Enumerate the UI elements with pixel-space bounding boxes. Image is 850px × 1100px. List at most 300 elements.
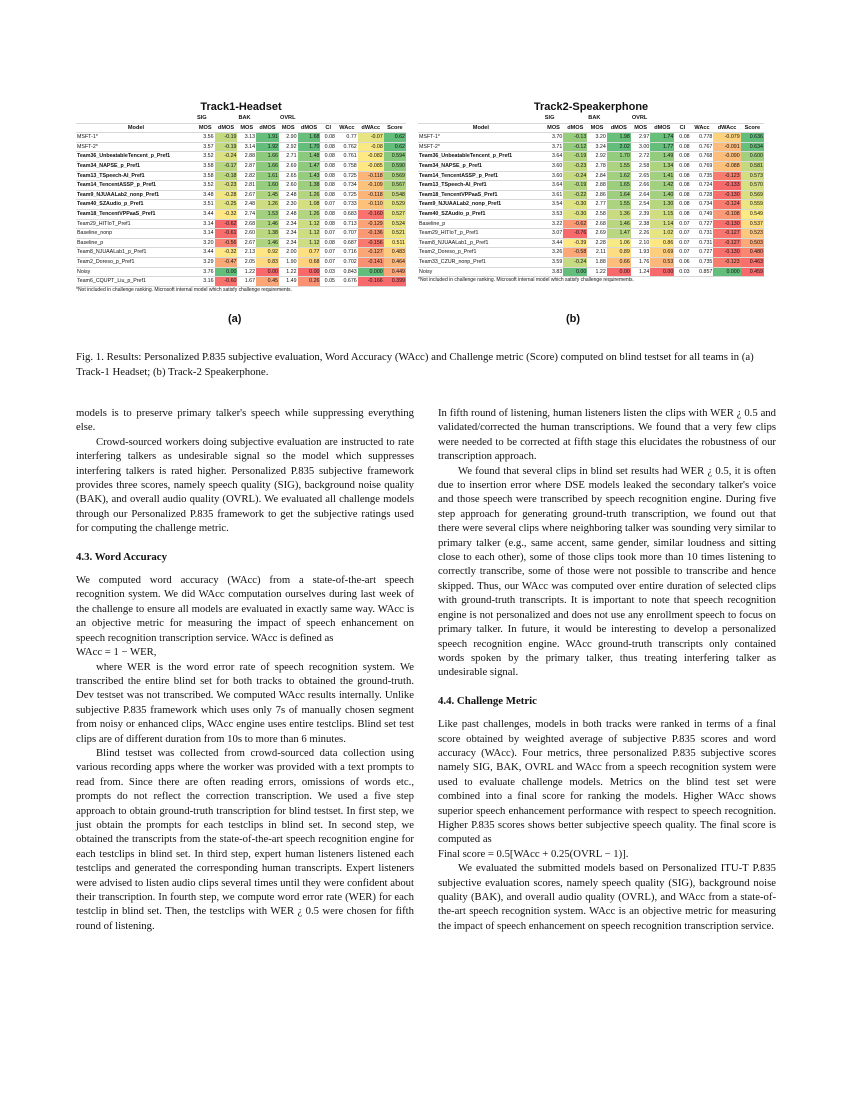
table-cell: 3.52 (196, 181, 215, 191)
table-cell: 3.22 (544, 219, 564, 229)
model-name: Team40_SZAudio_p_Pref1 (418, 209, 544, 219)
table-cell: -0.160 (358, 209, 384, 219)
table-cell: -0.123 (713, 171, 740, 181)
table-cell: -0.17 (215, 161, 238, 171)
table-cell: 0.08 (320, 190, 336, 200)
table-row (76, 200, 406, 210)
table-cell: 2.92 (279, 142, 298, 152)
model-name: Team40_SZAudio_p_Pref1 (76, 200, 196, 210)
paragraph: Like past challenges, models in both tracks were ranked in terms of a final score obtained by weighted average of subjective P.835 scores and word accuracy (WAcc). Four metrics, three personalized P.835 subjective scores namely SIG, BAK, OVRL and WAcc from a speech recognition system were used to evaluate challenge models. Metrics on the blind test set were combined into a final score for ranking the models. Higher WAcc shows superior speech enhancement performance with respect to speech recognition. Higher P.835 scores shows better subjective speech quality. The final score is computed as (438, 718, 776, 846)
table-cell: 0.731 (691, 229, 714, 239)
table-cell: -0.28 (215, 190, 238, 200)
table-cell: 0.00 (607, 267, 631, 277)
figure-caption: Fig. 1. Results: Personalized P.835 subjective evaluation, Word Accuracy (WAcc) and Challenge metric (Score) computed on blind testset for all teams in (a) Track-1 Headset; (b) Track-2 Speakerphone. (76, 351, 754, 378)
section-heading-challenge-metric: 4.4. Challenge Metric (438, 694, 537, 707)
table-row (76, 152, 406, 162)
model-name: Team2_Doreso_p_Pref1 (76, 257, 196, 267)
table-cell: 2.69 (279, 161, 298, 171)
table-cell: 2.65 (631, 171, 651, 181)
table-row (76, 277, 406, 287)
table-row (418, 161, 764, 171)
table-cell: 1.26 (298, 209, 321, 219)
table-row (418, 200, 764, 210)
table-cell: 1.60 (256, 181, 279, 191)
paragraph: We computed word accuracy (WAcc) from a state-of-the-art speech recognition system. We did WAcc computation ourselves during last week of the challenge to ensure all models are evaluated in exactly same way. WAcc is an objective metric for measuring the impact of speech enhancement on speech recognition transcription service. WAcc is defined as (76, 574, 414, 644)
table-cell: 2.48 (279, 209, 298, 219)
table-cell: 2.38 (631, 219, 651, 229)
table-row (418, 229, 764, 239)
table-cell: 3.14 (196, 219, 215, 229)
model-name: Team36_UnbeatableTencent_p_Pref1 (76, 152, 196, 162)
table-cell: 1.91 (256, 133, 279, 143)
table-cell: 1.47 (298, 161, 321, 171)
table-cell: 0.636 (741, 133, 764, 143)
table-cell: 2.13 (237, 248, 256, 258)
table-cell: 2.34 (279, 219, 298, 229)
table-cell: 0.08 (674, 152, 690, 162)
group-sig: SIG (544, 114, 588, 123)
paragraph: In fifth round of listening, human listeners listen the clips with WER ¿ 0.5 and validated/corrected the human transcriptions. We found that a very few clips were needed to be corrected at fifth stage this elucidates the robustness of our transcription approach. (438, 407, 776, 463)
column-header: dMOS (298, 123, 321, 133)
column-header: MOS (237, 123, 256, 133)
table-cell: 3.61 (544, 190, 564, 200)
table-cell: 2.71 (279, 152, 298, 162)
table-cell: 1.02 (650, 229, 674, 239)
table-cell: -0.12 (563, 142, 587, 152)
table-cell: -0.76 (563, 229, 587, 239)
table-row (76, 209, 406, 219)
model-name: Team9_NJUAALab2_nonp_Pref1 (418, 200, 544, 210)
table-row (76, 171, 406, 181)
table-cell: 1.70 (298, 142, 321, 152)
table-cell: 2.88 (587, 181, 607, 191)
table-cell: 0.07 (674, 229, 690, 239)
table-cell: 2.11 (587, 248, 607, 258)
table-cell: 1.66 (256, 152, 279, 162)
table-cell: 1.24 (631, 267, 651, 277)
table-cell: 2.67 (237, 238, 256, 248)
table-cell: 2.81 (237, 181, 256, 191)
table-cell: 2.77 (587, 200, 607, 210)
table-cell: 0.769 (691, 161, 714, 171)
model-name: Team18_TencentVPPaaS_Pref1 (418, 190, 544, 200)
table-cell: 3.16 (196, 277, 215, 287)
column-header: Score (741, 123, 764, 133)
model-name: Team8_NJUAALab1_p_Pref1 (418, 238, 544, 248)
table-cell: 0.08 (320, 152, 336, 162)
table-row (76, 238, 406, 248)
table-row (76, 229, 406, 239)
table-cell: 1.61 (256, 171, 279, 181)
column-header: CI (320, 123, 336, 133)
column-header: dWAcc (358, 123, 384, 133)
table-cell: -0.109 (358, 181, 384, 191)
model-name: Team13_TSpeech-AI_Pref1 (76, 171, 196, 181)
table-cell: 0.08 (320, 133, 336, 143)
table-cell: 0.728 (691, 190, 714, 200)
table-row (418, 181, 764, 191)
group-ovrl: OVRL (279, 114, 406, 123)
table-cell: 1.06 (607, 238, 631, 248)
table-cell: -0.123 (713, 257, 740, 267)
track2-note: *Not included in challenge ranking. Microsoft internal model which satisfy challenge requirements. (418, 277, 634, 284)
table-cell: 1.42 (650, 181, 674, 191)
table-cell: 0.05 (320, 277, 336, 287)
table-row (76, 161, 406, 171)
column-header: MOS (631, 123, 651, 133)
table-cell: 3.58 (196, 161, 215, 171)
table-cell: 0.725 (336, 190, 358, 200)
table-cell: 3.44 (196, 209, 215, 219)
table-cell: 0.733 (336, 200, 358, 210)
table-cell: 2.82 (237, 171, 256, 181)
table-cell: 0.559 (741, 200, 764, 210)
table-cell: 0.529 (384, 200, 406, 210)
model-name: Team29_HITIoT_Pref1 (76, 219, 196, 229)
table-cell: -0.108 (713, 209, 740, 219)
table-cell: 0.08 (320, 161, 336, 171)
track1-results-table (76, 114, 406, 287)
track2-title: Track2-Speakerphone (533, 101, 649, 113)
table-cell: 0.581 (741, 161, 764, 171)
table-cell: -0.19 (215, 142, 238, 152)
table-cell: 0.08 (320, 219, 336, 229)
table-cell: -0.62 (215, 219, 238, 229)
model-name: Team34_NAPSE_p_Pref1 (76, 161, 196, 171)
table-cell: 2.68 (587, 219, 607, 229)
table-cell: 0.735 (691, 171, 714, 181)
table-cell: 1.49 (650, 152, 674, 162)
table-cell: 0.523 (741, 229, 764, 239)
model-name: Baseline_p (418, 219, 544, 229)
table-cell: 3.44 (544, 238, 564, 248)
table-cell: 2.84 (587, 171, 607, 181)
model-name: Team14_TencentASSP_p_Pref1 (418, 171, 544, 181)
table-cell: -0.32 (215, 248, 238, 258)
table-cell: 1.53 (256, 209, 279, 219)
table-row (418, 171, 764, 181)
model-name: Team2_Doreso_p_Pref1 (418, 248, 544, 258)
table-cell: 0.08 (320, 181, 336, 191)
model-name: Noisy (76, 267, 196, 277)
table-cell: -0.085 (358, 161, 384, 171)
table-cell: 2.05 (237, 257, 256, 267)
table-cell: 2.02 (607, 142, 631, 152)
table-cell: 0.53 (650, 257, 674, 267)
table-cell: -0.124 (713, 200, 740, 210)
right-column (438, 406, 776, 933)
model-name: Baseline_p (76, 238, 196, 248)
table-cell: 0.725 (336, 171, 358, 181)
table-cell: 2.72 (631, 152, 651, 162)
table-cell: 0.000 (358, 267, 384, 277)
track2-results-table (418, 114, 764, 277)
table-cell: 0.676 (336, 277, 358, 287)
table-cell: 1.46 (607, 219, 631, 229)
table-cell: 3.54 (544, 200, 564, 210)
table-cell: 0.600 (741, 152, 764, 162)
table-cell: -0.61 (215, 229, 238, 239)
table-cell: 3.52 (196, 152, 215, 162)
table-cell: 1.12 (298, 219, 321, 229)
model-name: Team33_CZUR_nonp_Pref1 (418, 257, 544, 267)
table-cell: 1.77 (650, 142, 674, 152)
table-row (76, 181, 406, 191)
table-cell: -0.136 (358, 229, 384, 239)
table-cell: 2.97 (631, 133, 651, 143)
table-cell: -0.079 (713, 133, 740, 143)
table-row (76, 133, 406, 143)
table-cell: -0.127 (713, 238, 740, 248)
table-cell: 1.70 (607, 152, 631, 162)
table-cell: 0.707 (336, 229, 358, 239)
table-cell: 2.10 (631, 238, 651, 248)
table-cell: -0.130 (713, 248, 740, 258)
table-cell: 0.07 (320, 248, 336, 258)
table-cell: 0.00 (298, 267, 321, 277)
table-cell: 3.20 (587, 133, 607, 143)
equation-final-score: Final score = 0.5[WAcc + 0.25(OVRL − 1)]. (438, 847, 629, 860)
table-cell: 1.48 (298, 152, 321, 162)
table-cell: 2.28 (587, 238, 607, 248)
table-cell: 2.00 (279, 248, 298, 258)
table-cell: 3.14 (237, 142, 256, 152)
column-header: MOS (544, 123, 564, 133)
column-header: MOS (587, 123, 607, 133)
table-row (418, 238, 764, 248)
column-header: WAcc (691, 123, 714, 133)
table-cell: 3.76 (196, 267, 215, 277)
model-name: MSFT-2* (76, 142, 196, 152)
table-cell: -0.60 (215, 277, 238, 287)
model-name: Baseline_nonp (76, 229, 196, 239)
table-cell: -0.22 (563, 190, 587, 200)
table-cell: 0.727 (691, 248, 714, 258)
table-cell: 0.749 (691, 209, 714, 219)
table-cell: 0.716 (336, 248, 358, 258)
table-cell: -0.24 (563, 257, 587, 267)
table-cell: 0.548 (384, 190, 406, 200)
table-cell: 0.463 (741, 257, 764, 267)
table-cell: 0.735 (691, 257, 714, 267)
table-cell: -0.088 (713, 161, 740, 171)
track2-table-figure (418, 100, 764, 284)
table-cell: 3.51 (196, 200, 215, 210)
model-name: MSFT-1* (76, 133, 196, 143)
table-cell: 1.49 (279, 277, 298, 287)
group-ovrl: OVRL (631, 114, 764, 123)
table-cell: 1.55 (607, 200, 631, 210)
column-header: CI (674, 123, 690, 133)
table-cell: 1.68 (298, 133, 321, 143)
table-cell: 3.13 (237, 133, 256, 143)
table-cell: 1.46 (256, 238, 279, 248)
table-cell: 0.06 (674, 257, 690, 267)
table-cell: 0.07 (674, 248, 690, 258)
table-cell: 0.08 (674, 133, 690, 143)
equation-wacc: WAcc = 1 − WER, (76, 646, 157, 659)
table-cell: 3.56 (196, 133, 215, 143)
table-cell: 3.60 (544, 171, 564, 181)
table-cell: -0.39 (563, 238, 587, 248)
table-cell: 0.08 (320, 171, 336, 181)
track1-table-figure (76, 100, 406, 294)
table-cell: 3.14 (196, 229, 215, 239)
table-cell: -0.23 (563, 161, 587, 171)
table-cell: 0.634 (741, 142, 764, 152)
table-cell: 0.778 (691, 133, 714, 143)
table-cell: 2.64 (631, 190, 651, 200)
table-cell: 2.54 (631, 200, 651, 210)
model-name: MSFT-1* (418, 133, 544, 143)
table-cell: 2.92 (587, 152, 607, 162)
left-column (76, 406, 414, 933)
table-cell: 0.527 (384, 209, 406, 219)
table-cell: 0.758 (336, 161, 358, 171)
table-cell: 0.08 (674, 209, 690, 219)
table-cell: 3.57 (196, 142, 215, 152)
table-cell: -0.13 (563, 133, 587, 143)
table-row (418, 152, 764, 162)
table-cell: 1.47 (607, 229, 631, 239)
table-cell: 1.55 (607, 161, 631, 171)
table-cell: 0.92 (256, 248, 279, 258)
table-row (418, 267, 764, 277)
table-cell: -0.56 (215, 238, 238, 248)
table-cell: 0.08 (320, 238, 336, 248)
table-cell: 2.58 (631, 161, 651, 171)
table-cell: 1.26 (298, 190, 321, 200)
table-cell: 1.30 (650, 200, 674, 210)
model-name: Team18_TencentVPPaaS_Pref1 (76, 209, 196, 219)
table-cell: 0.07 (320, 257, 336, 267)
table-cell: 3.48 (196, 190, 215, 200)
table-cell: 3.29 (196, 257, 215, 267)
model-name: Team34_NAPSE_p_Pref1 (418, 161, 544, 171)
table-row (76, 257, 406, 267)
track1-note: *Not included in challenge ranking. Microsoft internal model which satisfy challenge requirements. (76, 286, 292, 293)
table-cell: 1.41 (650, 171, 674, 181)
table-cell: -0.130 (713, 219, 740, 229)
model-name: Team9_NJUAALab2_nonp_Pref1 (76, 190, 196, 200)
table-cell: 0.08 (674, 200, 690, 210)
table-cell: 1.88 (587, 257, 607, 267)
column-header: dMOS (215, 123, 238, 133)
table-row (418, 133, 764, 143)
table-cell: 1.40 (650, 190, 674, 200)
table-cell: 3.44 (196, 248, 215, 258)
table-row (418, 209, 764, 219)
paragraph: We found that several clips in blind set results had WER ¿ 0.5, it is often due to insertion error where DSE models leaked the secondary talker's voice and those speech were transcribed by speech recognition engine. During five step approach for generating ground-truth transcription, we found out that there were several clips where neighboring talker was sounding very similar to primary talker (e.g., same accent, same gender, similar loudness and sitting close to each other), some of those clips took more than 10 times listening to correctly transcribe, some of those were not possible to transcribe and hence skipped. Thus, our WAcc was computed over entire duration of selected clips with ground-truth transcripts. It is important to note that speech recognition engine is not personalized and does not use any enrollment speech to focus on primary talker. In future, it would be interesting to develop a personalized speech recognition engine. WAcc ground-truth transcripts only contained words spoken by the primary talker, thus treating interfering talker as undesirable signal. (438, 464, 776, 679)
table-cell: 1.46 (256, 219, 279, 229)
column-header: MOS (196, 123, 215, 133)
table-cell: 0.000 (713, 267, 740, 277)
table-cell: 0.503 (741, 238, 764, 248)
model-header: Model (76, 123, 196, 133)
table-cell: 3.71 (544, 142, 564, 152)
table-cell: -0.32 (215, 209, 238, 219)
table-cell: 1.45 (256, 190, 279, 200)
table-row (418, 219, 764, 229)
table-cell: -0.091 (713, 142, 740, 152)
table-cell: 1.15 (650, 209, 674, 219)
table-cell: 0.03 (674, 267, 690, 277)
table-cell: 2.60 (279, 181, 298, 191)
table-row (76, 248, 406, 258)
table-cell: -0.130 (713, 190, 740, 200)
table-cell: 2.78 (587, 161, 607, 171)
model-name: Team36_UnbeatableTencent_p_Pref1 (418, 152, 544, 162)
table-cell: 0.483 (384, 248, 406, 258)
table-cell: -0.07 (358, 133, 384, 143)
table-cell: 0.07 (674, 238, 690, 248)
table-cell: 1.12 (298, 238, 321, 248)
model-name: Team29_HITIoT_p_Pref1 (418, 229, 544, 239)
table-cell: 1.90 (279, 257, 298, 267)
table-cell: 0.569 (384, 171, 406, 181)
table-cell: 0.724 (691, 181, 714, 191)
table-cell: -0.08 (358, 142, 384, 152)
table-cell: 0.69 (650, 248, 674, 258)
paragraph: where WER is the word error rate of speech recognition system. We transcribed the entire blind set for both tracks to obtained the ground-truth. Dev testset was not transcribed. We computed WAcc results internally. Unlike subjective P.835 framework which uses only 7s of manually chosen segment from noisy or enhanced clips, WAcc engine uses entire testclips. Blind set test clips are of different duration from 10s to more than 6 minutes. (76, 660, 414, 745)
table-cell: 2.39 (631, 209, 651, 219)
table-cell: -0.129 (358, 219, 384, 229)
table-row (76, 267, 406, 277)
table-cell: 3.26 (544, 248, 564, 258)
table-cell: -0.090 (713, 152, 740, 162)
table-cell: 0.62 (384, 133, 406, 143)
table-cell: 0.08 (320, 209, 336, 219)
model-name: Team8_NJUAALab1_p_Pref1 (76, 248, 196, 258)
table-cell: 1.64 (607, 190, 631, 200)
table-row (418, 248, 764, 258)
model-name: MSFT-2* (418, 142, 544, 152)
table-cell: 3.60 (544, 161, 564, 171)
table-cell: 0.549 (741, 209, 764, 219)
table-cell: -0.19 (215, 133, 238, 143)
table-cell: 0.594 (384, 152, 406, 162)
group-bak: BAK (237, 114, 279, 123)
table-cell: 2.67 (237, 190, 256, 200)
table-cell: 0.08 (674, 142, 690, 152)
table-cell: 0.68 (298, 257, 321, 267)
column-header: Score (384, 123, 406, 133)
table-cell: 2.60 (237, 229, 256, 239)
table-cell: -0.62 (563, 219, 587, 229)
table-cell: 0.590 (384, 161, 406, 171)
table-cell: -0.133 (713, 181, 740, 191)
table-cell: 1.93 (631, 248, 651, 258)
table-cell: 2.74 (237, 209, 256, 219)
subfigure-label-b: (b) (566, 313, 581, 325)
table-cell: 1.98 (607, 133, 631, 143)
table-cell: -0.118 (358, 190, 384, 200)
table-cell: 0.399 (384, 277, 406, 287)
table-cell: 0.734 (691, 200, 714, 210)
table-cell: 2.34 (279, 229, 298, 239)
table-cell: 3.70 (544, 133, 564, 143)
table-cell: 0.08 (674, 181, 690, 191)
table-cell: 2.26 (631, 229, 651, 239)
table-cell: 0.00 (563, 267, 587, 277)
table-cell: 0.77 (336, 133, 358, 143)
column-header: dMOS (563, 123, 587, 133)
table-cell: -0.18 (215, 171, 238, 181)
table-cell: 2.69 (587, 229, 607, 239)
table-cell: 1.36 (607, 209, 631, 219)
table-cell: 1.22 (587, 267, 607, 277)
paragraph: Crowd-sourced workers doing subjective evaluation are instructed to rate interfering talkers as undesirable signal so the model which suppresses interfering talkers is rated higher. Personalized P.835 subjective framework provides three scores, namely speech quality (SIG), background noise quality (BAK), and overall audio quality (OVRL). We evaluated all challenge models through our Personalized P.835 framework to get the subjective ratings used for computing the challenge metric. (76, 435, 414, 535)
